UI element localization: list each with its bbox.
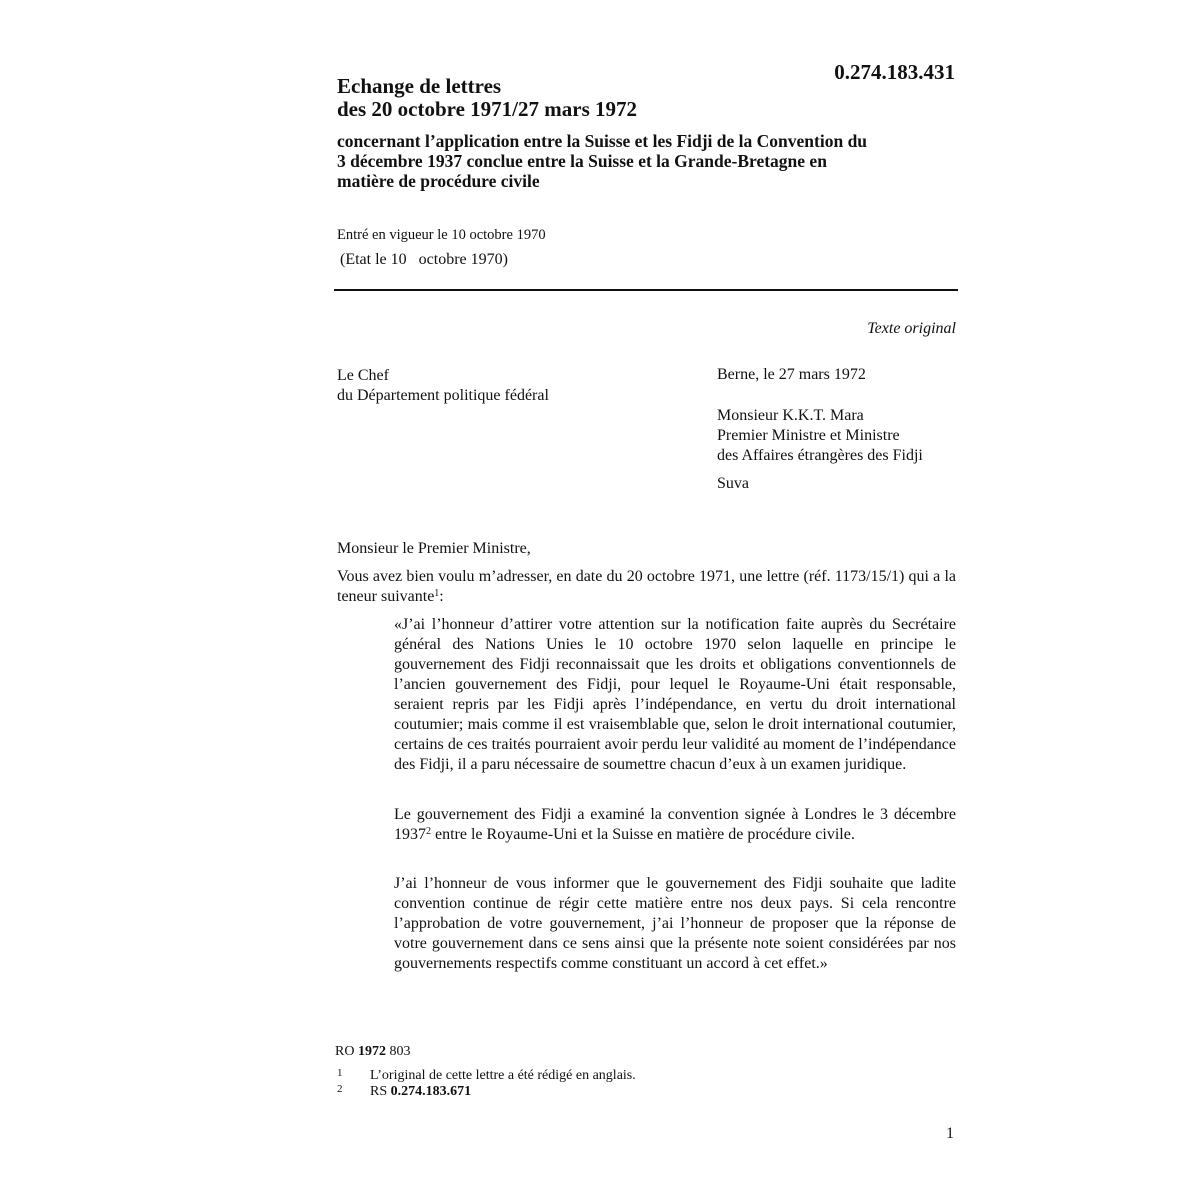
ro-reference bbox=[335, 1044, 410, 1060]
intro-end: : bbox=[439, 588, 444, 605]
header-divider bbox=[334, 289, 958, 291]
footnote-2 bbox=[337, 1081, 471, 1100]
intro-paragraph bbox=[337, 567, 956, 607]
entry-into-force: Entré en vigueur le 10 octobre 1970 bbox=[337, 227, 546, 243]
recipient-block bbox=[717, 406, 967, 466]
salutation: Monsieur le Premier Ministre, bbox=[337, 540, 531, 557]
footnote-ref-1[interactable]: 1 bbox=[434, 588, 440, 599]
subtitle-line-1: concernant l’application entre la Suisse et les Fidji de la Convention du bbox=[337, 131, 868, 151]
subtitle-line-2: 3 décembre 1937 conclue entre la Suisse et la Grande-Bretagne en bbox=[337, 151, 827, 171]
quote-paragraph-2 bbox=[394, 805, 956, 845]
ro-year: 1972 bbox=[357, 1044, 386, 1059]
sender-line-2: du Département politique fédéral bbox=[337, 387, 549, 404]
quote-paragraph-1: «J’ai l’honneur d’attirer votre attention sur la notification faite auprès du Secrétaire général des Nations Unies le 10 octobre 1970 selon laquelle en principe le gouvernement des Fidji reconnaissait que les droits et obligations conventionnels de l’ancien gouvernement des Fidji, pour lequel le Royaume-Uni était responsable, seraient repris par les Fidji après l’indépendance, en vertu du droit international coutumier; mais comme il est vraisemblable que, selon le droit international coutumier, certains de ces traités pourraient avoir perdu leur validité au moment de l’indépendance des Fidji, il a paru nécessaire de soumettre chacun d’eux à un examen juridique. bbox=[394, 616, 956, 773]
footnote-ref-2[interactable]: 2 bbox=[426, 826, 431, 837]
intro-text: Vous avez bien voulu m’adresser, en date du 20 octobre 1971, une lettre (réf. 1173/15/1) qui a la teneur suivante bbox=[337, 568, 956, 605]
page-number: 1 bbox=[946, 1125, 954, 1142]
recipient-line-1: Monsieur K.K.T. Mara bbox=[717, 407, 864, 424]
footnote-1-number: 1 bbox=[337, 1067, 343, 1079]
recipient-line-3: des Affaires étrangères des Fidji bbox=[717, 447, 923, 464]
sender-block bbox=[337, 366, 637, 406]
state-date: (Etat le 10 octobre 1970) bbox=[340, 251, 508, 268]
sender-line-1: Le Chef bbox=[337, 367, 389, 384]
title-line-1: Echange de lettres bbox=[337, 74, 502, 98]
ro-prefix: RO bbox=[335, 1044, 358, 1059]
document-subtitle bbox=[337, 131, 957, 191]
footnote-1-text: L’original de cette lettre a été rédigé en anglais. bbox=[370, 1068, 636, 1083]
quote-paragraph-3: J’ai l’honneur de vous informer que le gouvernement des Fidji souhaite que ladite convention continue de régir cette matière entre nos deux pays. Si cela rencontre l’approbation de votre gouvernement, j’ai l’honneur de proposer que la réponse de votre gouvernement dans ce sens ainsi que la présente note soient considérées par nos gouvernements respectifs comme constituant un accord à cet effet.» bbox=[394, 875, 956, 972]
sr-number: 0.274.183.431 bbox=[834, 60, 955, 84]
document-title bbox=[337, 75, 837, 121]
recipient-city: Suva bbox=[717, 475, 749, 492]
footnote-2-link[interactable]: 0.274.183.671 bbox=[390, 1084, 472, 1099]
original-text-label: Texte original bbox=[867, 320, 956, 337]
recipient-line-2: Premier Ministre et Ministre bbox=[717, 427, 900, 444]
quote-p2-text-a: Le gouvernement des Fidji a examiné la convention signée à Londres le 3 décembre 1937 bbox=[394, 806, 956, 843]
footnote-2-prefix: RS bbox=[370, 1084, 391, 1099]
subtitle-line-3: matière de procédure civile bbox=[337, 171, 540, 191]
title-line-2: des 20 octobre 1971/27 mars 1972 bbox=[337, 97, 637, 121]
place-date: Berne, le 27 mars 1972 bbox=[717, 366, 866, 383]
quote-p2-text-b: entre le Royaume-Uni et la Suisse en matière de procédure civile. bbox=[431, 826, 855, 843]
ro-page: 803 bbox=[385, 1044, 411, 1059]
footnote-2-number: 2 bbox=[337, 1083, 343, 1095]
